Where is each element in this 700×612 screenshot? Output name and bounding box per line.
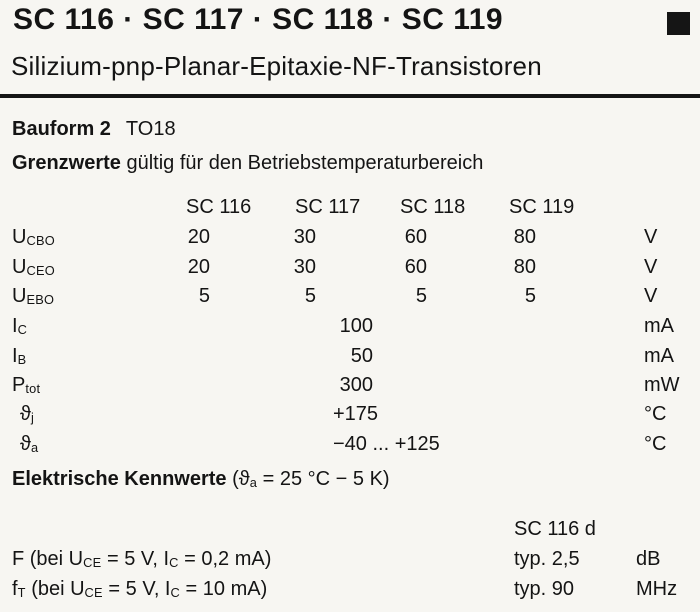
electrical-heading [12,466,390,496]
page-subtitle: Silizium-pnp-Planar-Epitaxie-NF-Transistoren [11,51,542,81]
cell-value: +175 [333,403,379,425]
column-header: SC 118 [400,196,466,218]
cell-value: typ. 90 [514,578,575,600]
cell-value: 5 [198,285,210,307]
table-row [0,313,700,339]
limits-heading-rest: gültig für den Betriebstemperaturbereich [120,152,484,174]
cell-unit: °C [644,433,667,455]
cell-value: 5 [524,285,536,307]
cell-value: 80 [513,226,536,248]
row-label: UCBO [12,226,55,248]
package-value: TO18 [125,118,176,140]
package-line [12,116,176,142]
table-row [0,431,700,457]
column-header: SC 119 [509,196,575,218]
table-header-row [0,194,700,220]
electrical-column-header: SC 116 d [514,518,596,540]
row-label: IB [12,345,27,367]
cell-value: 30 [293,256,316,278]
page-title: SC 116 · SC 117 · SC 118 · SC 119 [13,3,504,36]
cell-unit: mW [644,374,680,396]
row-label: ϑa [20,433,39,455]
package-label: Bauform 2 [12,118,111,140]
electrical-heading-condition: (ϑa = 25 °C − 5 K) [226,468,390,490]
limits-heading [12,150,483,176]
header-divider [0,94,700,98]
table-row [0,224,700,250]
table-row [0,343,700,369]
row-label: IC [12,315,28,337]
cell-value: 50 [350,345,373,367]
cell-value: −40 ... +125 [333,433,440,455]
limits-heading-bold: Grenzwerte [12,152,121,174]
table-row [0,401,700,427]
cell-value: 5 [415,285,427,307]
table-row [0,546,700,572]
cell-unit: °C [644,403,667,425]
cell-unit: MHz [636,578,678,600]
row-label: UEBO [12,285,55,307]
cell-unit: V [644,226,658,248]
table-row [0,576,700,602]
cell-unit: mA [644,315,674,337]
cell-value: 20 [187,226,210,248]
cell-value: typ. 2,5 [514,548,580,570]
cell-unit: V [644,256,658,278]
electrical-heading-bold: Elektrische Kennwerte [12,468,227,490]
table-row [0,283,700,309]
cell-value: 60 [404,256,427,278]
row-label: UCEO [12,256,55,278]
row-label: ϑj [20,403,35,425]
cell-value: 5 [304,285,316,307]
cell-value: 300 [339,374,373,396]
cell-value: 80 [513,256,536,278]
row-label: fT (bei UCE = 5 V, IC = 10 mA) [12,578,268,600]
cell-unit: V [644,285,658,307]
cell-value: 100 [339,315,373,337]
cell-unit: mA [644,345,674,367]
cell-unit: dB [636,548,661,570]
column-header: SC 116 [186,196,252,218]
cell-value: 20 [187,256,210,278]
row-label: Ptot [12,374,41,396]
table-row [0,372,700,398]
cell-value: 30 [293,226,316,248]
table-row [0,254,700,280]
corner-marker-square [667,12,690,35]
column-header: SC 117 [295,196,361,218]
row-label: F (bei UCE = 5 V, IC = 0,2 mA) [12,548,272,570]
cell-value: 60 [404,226,427,248]
